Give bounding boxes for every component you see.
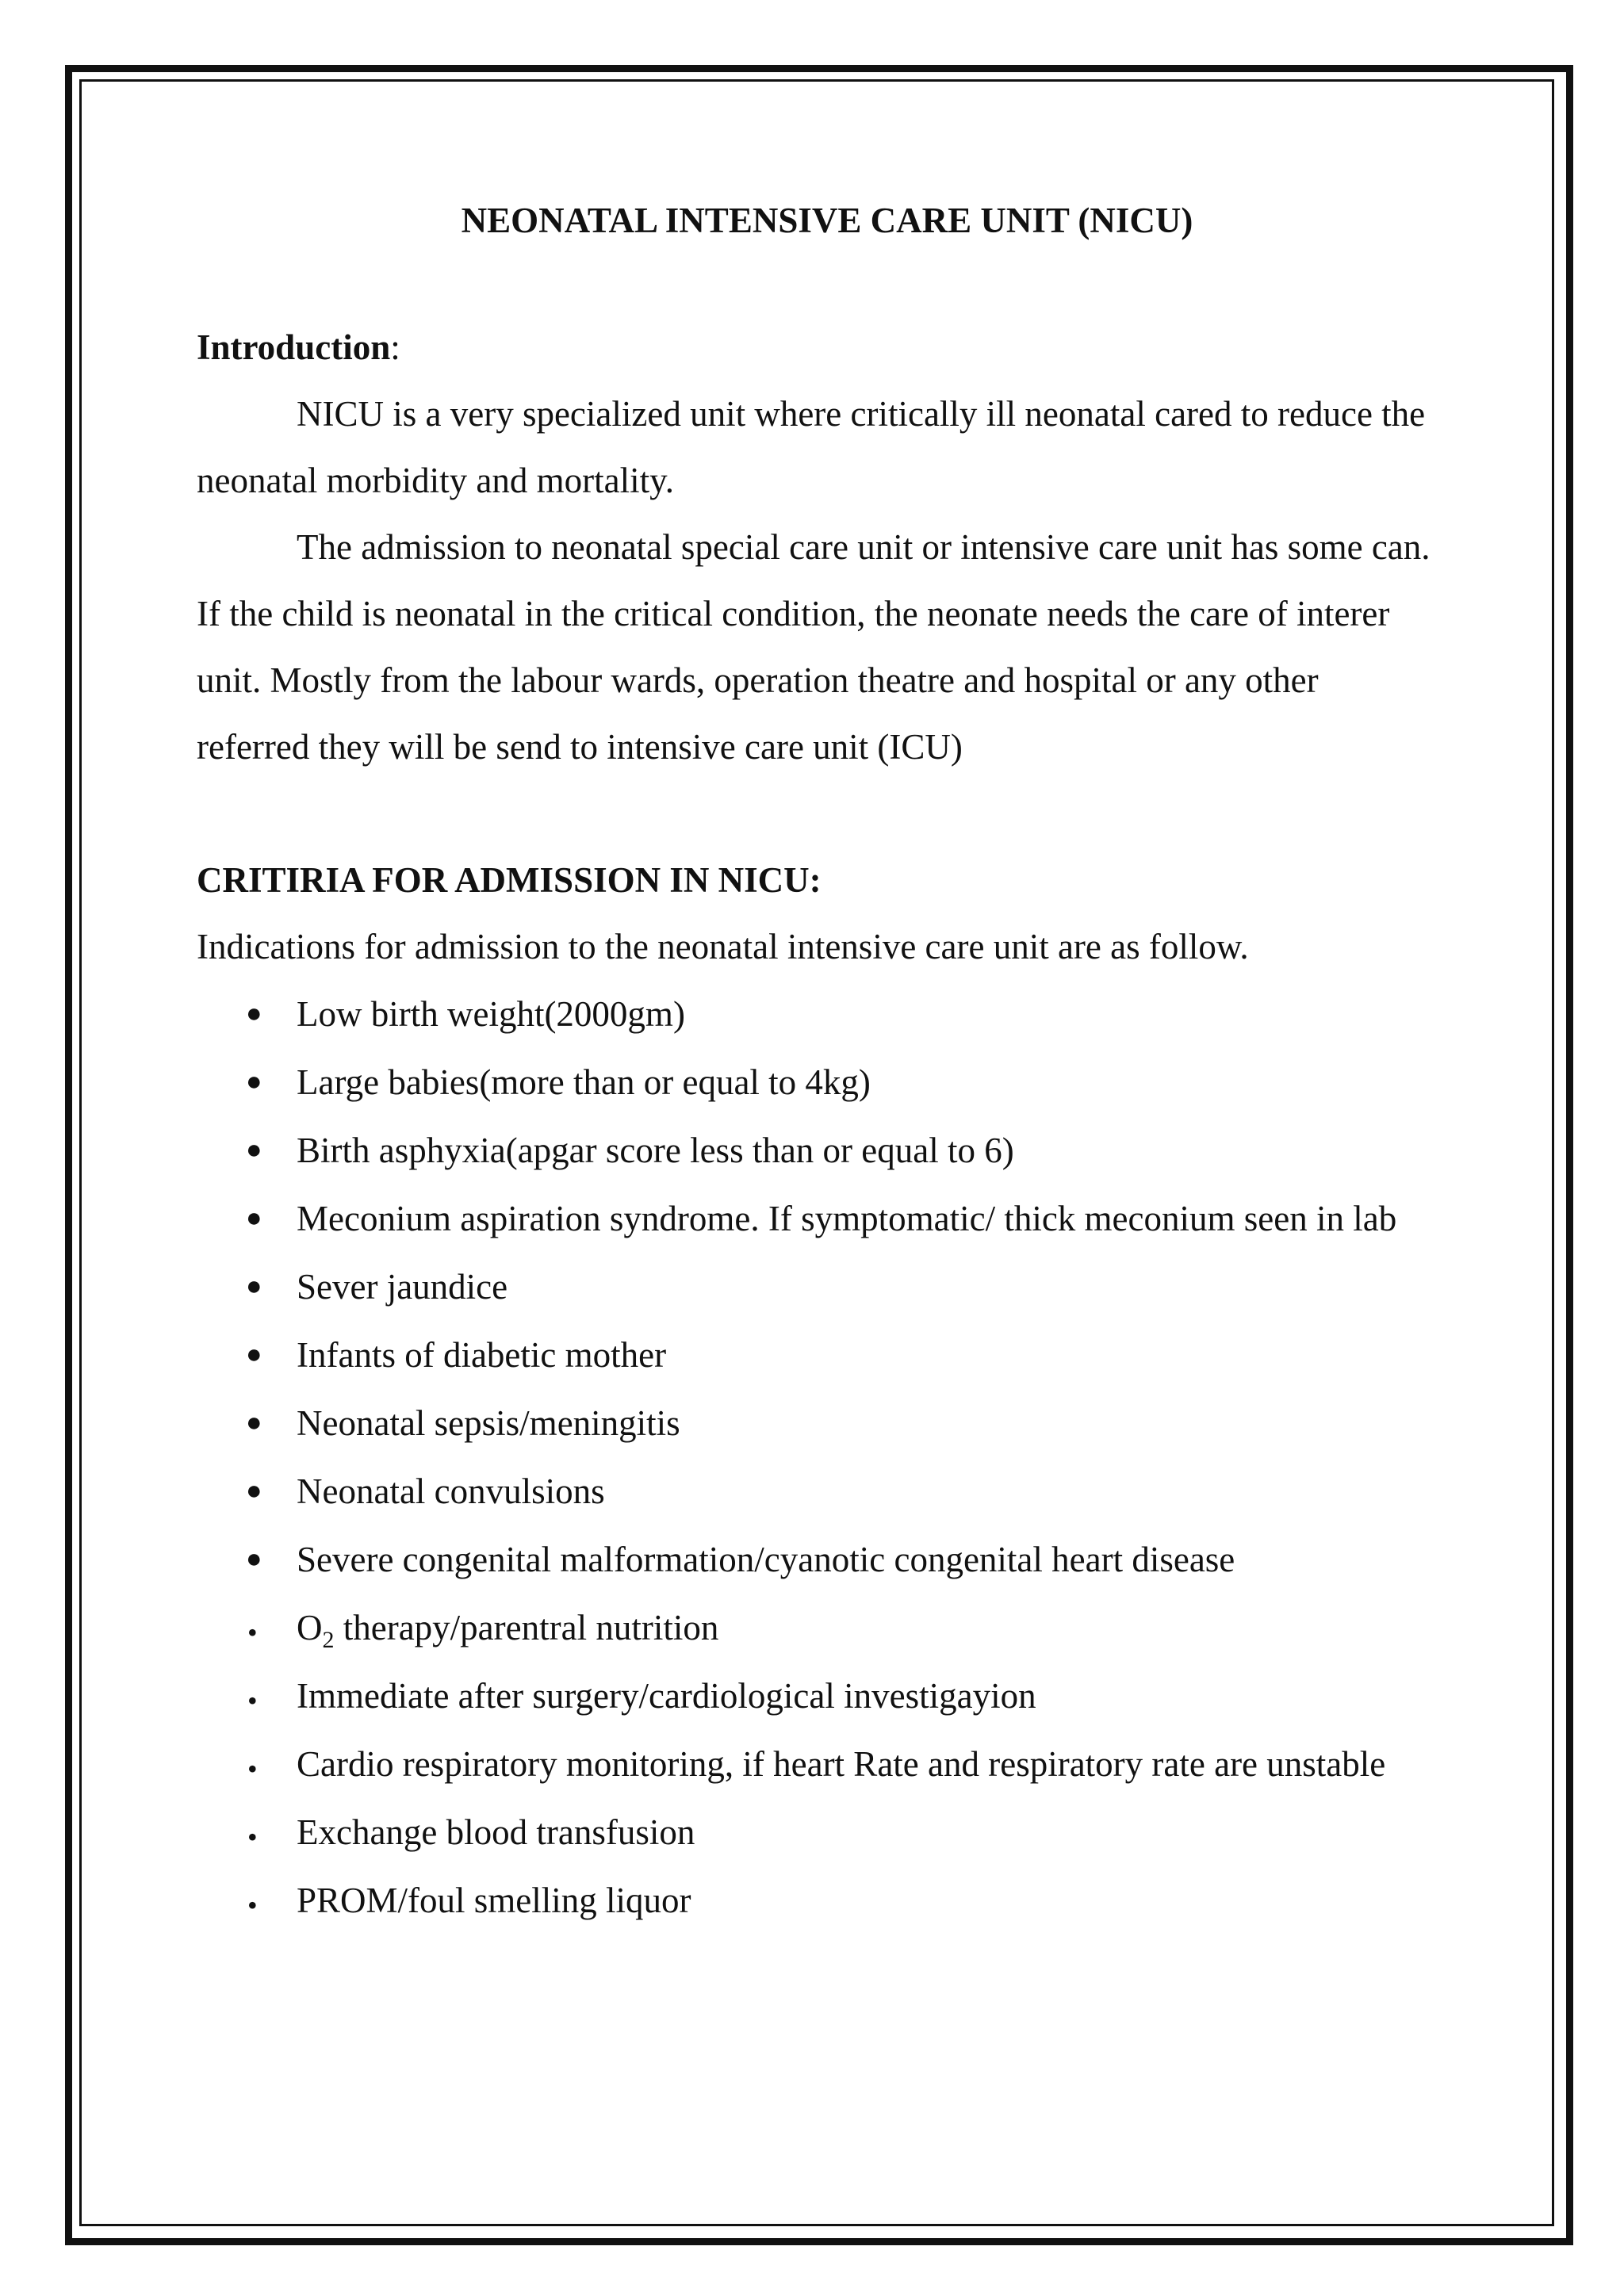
intro-paragraph-1: NICU is a very specialized unit where critically ill neonatal cared to reduce the neonatal morbidity and mortality. <box>197 394 1426 500</box>
list-item-text: Infants of diabetic mother <box>297 1335 667 1375</box>
intro-paragraph-2: The admission to neonatal special care unit or intensive care unit has some can. If the child is neonatal in the critical condition, the neonate needs the care of interer unit. Mostly from the labour wards, operation theatre and hospital or any other referred they will be send to intensive care unit (ICU) <box>197 527 1431 767</box>
bullet-icon: • <box>247 1889 258 1921</box>
bullet-icon: ● <box>246 1476 262 1506</box>
list-item-text: therapy/parentral nutrition <box>343 1608 719 1647</box>
list-item <box>197 1525 1434 1594</box>
bullet-icon: ● <box>246 1544 262 1574</box>
bullet-icon: ● <box>246 1135 262 1165</box>
list-item <box>197 1048 1434 1116</box>
criteria-heading: CRITIRIA FOR ADMISSION IN NICU: <box>197 860 822 900</box>
list-item <box>197 980 1434 1048</box>
list-item-text: Severe congenital malformation/cyanotic congenital heart disease <box>297 1540 1235 1579</box>
list-item <box>197 1389 1434 1457</box>
o2-symbol <box>297 1608 335 1653</box>
bullet-icon: ● <box>246 1272 262 1301</box>
list-item-text: Exchange blood transfusion <box>297 1812 695 1852</box>
list-item-text: Birth asphyxia(apgar score less than or equal to 6) <box>297 1131 1014 1170</box>
bullet-icon: • <box>247 1617 258 1648</box>
list-item-text: Neonatal sepsis/meningitis <box>297 1403 680 1443</box>
list-item <box>197 1184 1434 1253</box>
list-item <box>197 1594 1434 1662</box>
list-item-text: Large babies(more than or equal to 4kg) <box>297 1062 871 1102</box>
document-body <box>197 187 1434 1934</box>
bullet-icon: ● <box>246 999 262 1028</box>
bullet-icon: • <box>247 1753 258 1785</box>
list-item <box>197 1730 1434 1798</box>
list-item <box>197 1798 1434 1866</box>
criteria-lead: Indications for admission to the neonatal intensive care unit are as follow. <box>197 927 1249 966</box>
bullet-icon: ● <box>246 1067 262 1096</box>
list-item-text: Cardio respiratory monitoring, if heart Rate and respiratory rate are unstable <box>297 1744 1386 1784</box>
introduction-heading-colon: : <box>390 327 400 367</box>
list-item <box>197 1253 1434 1321</box>
o2-letter: O <box>297 1608 323 1647</box>
bullet-icon: ● <box>246 1408 262 1437</box>
list-item <box>197 1866 1434 1934</box>
list-item-text: Neonatal convulsions <box>297 1471 605 1511</box>
bullet-icon: ● <box>246 1340 262 1369</box>
section-gap <box>197 780 1434 847</box>
bullet-icon: • <box>247 1685 258 1716</box>
list-item <box>197 1457 1434 1525</box>
bullet-icon: • <box>247 1821 258 1853</box>
list-item-text: Immediate after surgery/cardiological investigayion <box>297 1676 1036 1716</box>
list-item <box>197 1321 1434 1389</box>
introduction-heading <box>197 314 1434 381</box>
list-item-text: PROM/foul smelling liquor <box>297 1881 691 1920</box>
o2-subscript: 2 <box>322 1627 335 1653</box>
list-item-text: Meconium aspiration syndrome. If symptomatic/ thick meconium seen in lab <box>297 1199 1397 1238</box>
list-item-text: Sever jaundice <box>297 1267 508 1307</box>
page-title: NEONATAL INTENSIVE CARE UNIT (NICU) <box>461 201 1193 240</box>
introduction-heading-text: Introduction <box>197 327 391 367</box>
indications-list <box>197 980 1434 1934</box>
list-item <box>197 1116 1434 1184</box>
bullet-icon: ● <box>246 1203 262 1233</box>
list-item-text: Low birth weight(2000gm) <box>297 994 685 1034</box>
list-item <box>197 1662 1434 1730</box>
